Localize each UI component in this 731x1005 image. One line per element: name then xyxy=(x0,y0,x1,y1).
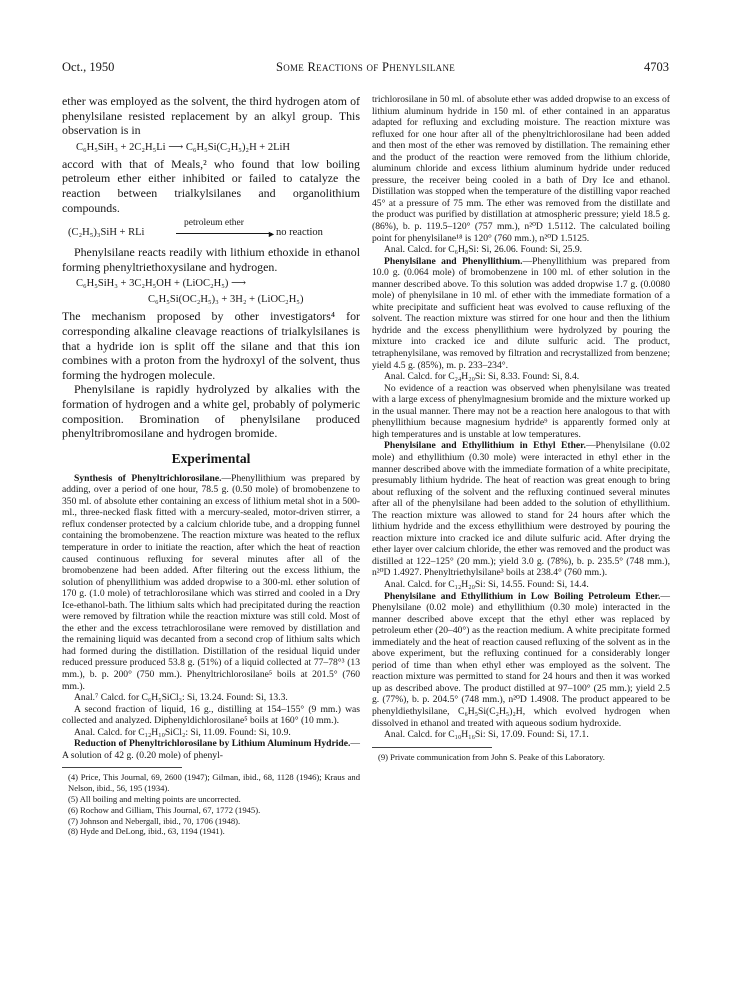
footnote: (8) Hyde and DeLong, ibid., 63, 1194 (1941). xyxy=(68,826,225,837)
paragraph: A second fraction of liquid, 16 g., distilling at 154–155° (9 mm.) was collected and analyzed. Diphenyldichlorosilane⁵ boils at 160° (10 mm.). xyxy=(62,703,360,727)
footnote: (5) All boiling and melting points are uncorrected. xyxy=(68,793,241,804)
paragraph-text: —Phenylsilane (0.02 mole) and ethyllithium (0.30 mole) interacted in the manner described above except that the ethyl ether was replaced by petroleum ether (20–40°) as the reaction medium. A white precipitate formed immediately and the heat of reaction caused refluxing of the solvent as in the above experiment, but the refluxing continued for a considerably longer period of time than when ethyl ether was employed as the solvent. The reaction mixture was permitted to stand for 24 hours and then it was worked up as described above. The product distilled at 97–100° (25 mm.); yield 2.5 g. (77%), b. p. 204.5° (748 mm.), n²⁰D 1.4908. The product appeared to be phenyldiethylsilane, C₆H₅Si(C₂H₅)₂H, which evolved hydrogen when dissolved in ethanol and treated with aqueous sodium hydroxide. xyxy=(372,590,670,729)
analysis-line: Anal. Calcd. for C₁₂H₂₀Si: Si, 14.55. Found: Si, 14.4. xyxy=(384,578,589,590)
reaction-arrow xyxy=(176,233,272,234)
equation: C₆H₅SiH₃ + 3C₂H₅OH + (LiOC₂H₅) ⟶ xyxy=(76,278,247,290)
analysis-line: Anal.⁷ Calcd. for C₆H₅SiCl₃: Si, 13.24. Found: Si, 13.3. xyxy=(74,692,288,704)
analysis-line: Anal. Calcd. for C₆H₈Si: Si, 26.06. Found: Si, 25.9. xyxy=(384,244,583,256)
header-title: Some Reactions of Phenylsilane xyxy=(275,60,456,74)
footnote: (7) Johnson and Nebergall, ibid., 70, 1706 (1948). xyxy=(68,815,241,826)
equation-condition: petroleum ether xyxy=(184,218,244,229)
page-number: 4703 xyxy=(644,60,669,74)
analysis-line: Anal. Calcd. for C₂₄H₂₀Si: Si, 8.33. Found: Si, 8.4. xyxy=(384,371,580,383)
footnote-rule xyxy=(372,747,492,748)
paragraph xyxy=(372,440,670,579)
paragraph: No evidence of a reaction was observed when phenylsilane was treated with a large excess of phenylmagnesium bromide and the mixture worked up in the usual manner. There may not be a reaction here analogous to that with phenyllithium because magnesium hydride⁹ is apparently formed only at high temperatures and is unstable at low temperatures. xyxy=(372,382,670,440)
paragraph: accord with that of Meals,² who found that low boiling petroleum ether either inhibited or failed to catalyze the reaction between trialkylsilanes and organolithium compounds. xyxy=(62,156,360,215)
paragraph xyxy=(372,591,670,730)
run-in-heading: Synthesis of Phenyltrichlorosilane. xyxy=(74,472,222,484)
equation-lhs: (C₂H₅)₃SiH + RLi xyxy=(68,227,145,239)
equation-rhs: no reaction xyxy=(276,227,323,239)
paragraph xyxy=(62,473,360,692)
section-heading: Experimental xyxy=(171,450,251,466)
paragraph-text: —Phenyllithium was prepared from 10.0 g. (0.064 mole) of bromobenzene in 100 ml. of ether solution in the manner described above. To this solution was added dropwise 1.7 g. (0.0080 mole) of phenylsilane in 10 ml. of ether with the immediate formation of a white precipitate and sufficient heat was evolved to cause refluxing of the solvent. The reaction mixture was stirred for one hour and then the lithium hydride and the excess phenyllithium were hydrolyzed by pouring the mixture into cracked ice and dilute sulfuric acid. The product, tetraphenylsilane, was removed by filtration and recrystallized from benzene; yield 4.5 g. (85%), m. p. 233–234°. xyxy=(372,255,670,371)
paragraph: trichlorosilane in 50 ml. of absolute ether was added dropwise to an excess of lithium aluminum hydride in 150 ml. of ether contained in an apparatus adapted for refluxing and excluding moisture. The reaction mixture was refluxed for one hour after all of the phenyltrichlorosilane had been added and then most of the ether was removed by distillation. The remaining ether and the product of the reaction were removed from the lithium chloride, aluminum chloride and excess lithium aluminum hydride under reduced pressure, the receiver being cooled in a bath of Dry Ice and ethanol. Distillation was stopped when the temperature of the distilling vapor reached 45° at a pressure of 75 mm. The ether was removed from the distillate and the product was purified by distillation at atmospheric pressure; yield 18.5 g. (86%), b. p. 119.5–120° (757 mm.), n²⁰D 1.5112. The calculated boiling point for phenylsilane¹⁸ is 120° (760 mm.), n²⁰D 1.5125. xyxy=(372,94,670,244)
run-in-heading: Phenylsilane and Phenyllithium. xyxy=(384,255,523,267)
arrowhead-icon: ► xyxy=(267,229,276,240)
footnote: (9) Private communication from John S. Peake of this Laboratory. xyxy=(378,751,605,762)
paragraph-text: —Phenylsilane (0.02 mole) and ethyllithium (0.30 mole) were interacted in ethyl ether in the manner described above with the immediate formation of a white precipitate, presumably lithium hydride. The heat of reaction was great enough to bring about refluxing of the solvent and the refluxing continued several minutes after all of the phenylsilane had been added to the solution of ethyllithium. The reaction mixture was allowed to stand for 24 hours after which the lithium hydride and the excess ethyllithium were destroyed by pouring the reaction mixture into cracked ice and dilute sulfuric acid. After drying the ether layer over calcium chloride, the ether was removed and the product was distilled at 122–125° (20 mm.); yield 3.0 g. (78%), b. p. 235.5° (748 mm.), n²⁰D 1.4927. Phenyltriethylsilane³ boils at 238.4° (760 mm.). xyxy=(372,440,670,579)
run-in-heading: Phenylsilane and Ethyllithium in Low Boiling Petroleum Ether. xyxy=(384,590,661,602)
header-date: Oct., 1950 xyxy=(62,60,115,74)
left-column xyxy=(62,94,360,837)
equation: C₆H₅SiH₃ + 2C₂H₅Li ⟶ C₆H₅Si(C₂H₅)₂H + 2LiH xyxy=(76,141,291,153)
run-in-heading: Phenylsilane and Ethyllithium in Ethyl Ether. xyxy=(384,440,586,452)
running-header xyxy=(62,60,669,76)
equation-no-reaction xyxy=(62,218,360,242)
analysis-line: Anal. Calcd. for C₁₀H₁₆Si: Si, 17.09. Found: Si, 17.1. xyxy=(384,729,589,741)
analysis-line: Anal. Calcd. for C₁₂H₁₀SiCl₂: Si, 11.09. Found: Si, 10.9. xyxy=(74,726,291,738)
equation: C₆H₅Si(OC₂H₅)₃ + 3H₂ + (LiOC₂H₅) xyxy=(148,294,304,306)
paragraph xyxy=(372,256,670,371)
paragraph: ether was employed as the solvent, the third hydrogen atom of phenylsilane resisted replacement by an alkyl group. This observation is in xyxy=(62,94,360,138)
paragraph: Phenylsilane reacts readily with lithium ethoxide in ethanol forming phenyltriethoxysilane and hydrogen. xyxy=(62,245,360,274)
footnote: (4) Price, This Journal, 69, 2600 (1947); Gilman, ibid., 68, 1128 (1946); Kraus and Nelson, ibid., 56, 195 (1934). xyxy=(68,772,360,794)
right-column xyxy=(372,94,670,762)
paragraph-text: —A solution of 42 g. (0.20 mole) of phenyl- xyxy=(62,738,360,761)
paragraph xyxy=(62,738,360,761)
run-in-heading: Reduction of Phenyltrichlorosilane by Lithium Aluminum Hydride. xyxy=(74,738,351,750)
paragraph-text: —Phenyllithium was prepared by adding, over a period of one hour, 78.5 g. (0.50 mole) of bromobenzene to 350 ml. of absolute ether containing an excess of lithium metal shot in a 500-ml., three-necked flask fitted with a mercury-sealed, motor-driven stirrer, a reflux condenser protected by a calcium chloride tube, and a dropping funnel containing the bromobenzene. The reaction mixture was heated to the reflux temperature in order to initiate the reaction, after which the heat of reaction caused continuous refluxing for several minutes after all of the bromobenzene had been added. After filtering out the excess lithium, the solution of phenyllithium was added dropwise to a 300-ml. ether solution of 170 g. (1.0 mole) of tetrachlorosilane which was stirred and cooled in a Dry Ice-ethanol-bath. The lithium salts which had precipitated during the reaction were removed by filtration while the reaction mixture was still cold. Most of the ether and the excess tetrachlorosilane were removed by distillation and the remaining liquid was decanted from a second crop of lithium salts which had formed during the distillation. Distillation of the residual liquid under reduced pressure produced 53.8 g. (51%) of a liquid collected at 77–78°³ (13 mm.), b. p. 200° (750 mm.). Phenyltrichlorosilane⁵ boils at 201.5° (760 mm.). xyxy=(62,472,360,692)
paragraph: Phenylsilane is rapidly hydrolyzed by alkalies with the formation of hydrogen and a white gel, probably of polymeric composition. Bromination of phenylsilane produced phenyltribromosilane and hydrogen bromide. xyxy=(62,382,360,441)
footnote-rule xyxy=(62,767,182,768)
footnote: (6) Rochow and Gilliam, This Journal, 67, 1772 (1945). xyxy=(68,804,261,815)
paragraph: The mechanism proposed by other investigators⁴ for corresponding alkaline cleavage reactions of trialkylsilanes is that a hydride ion is split off the silane and that this ion combines with a proton from the hydroxyl of the solvent, thus forming the hydrogen molecule. xyxy=(62,309,360,382)
